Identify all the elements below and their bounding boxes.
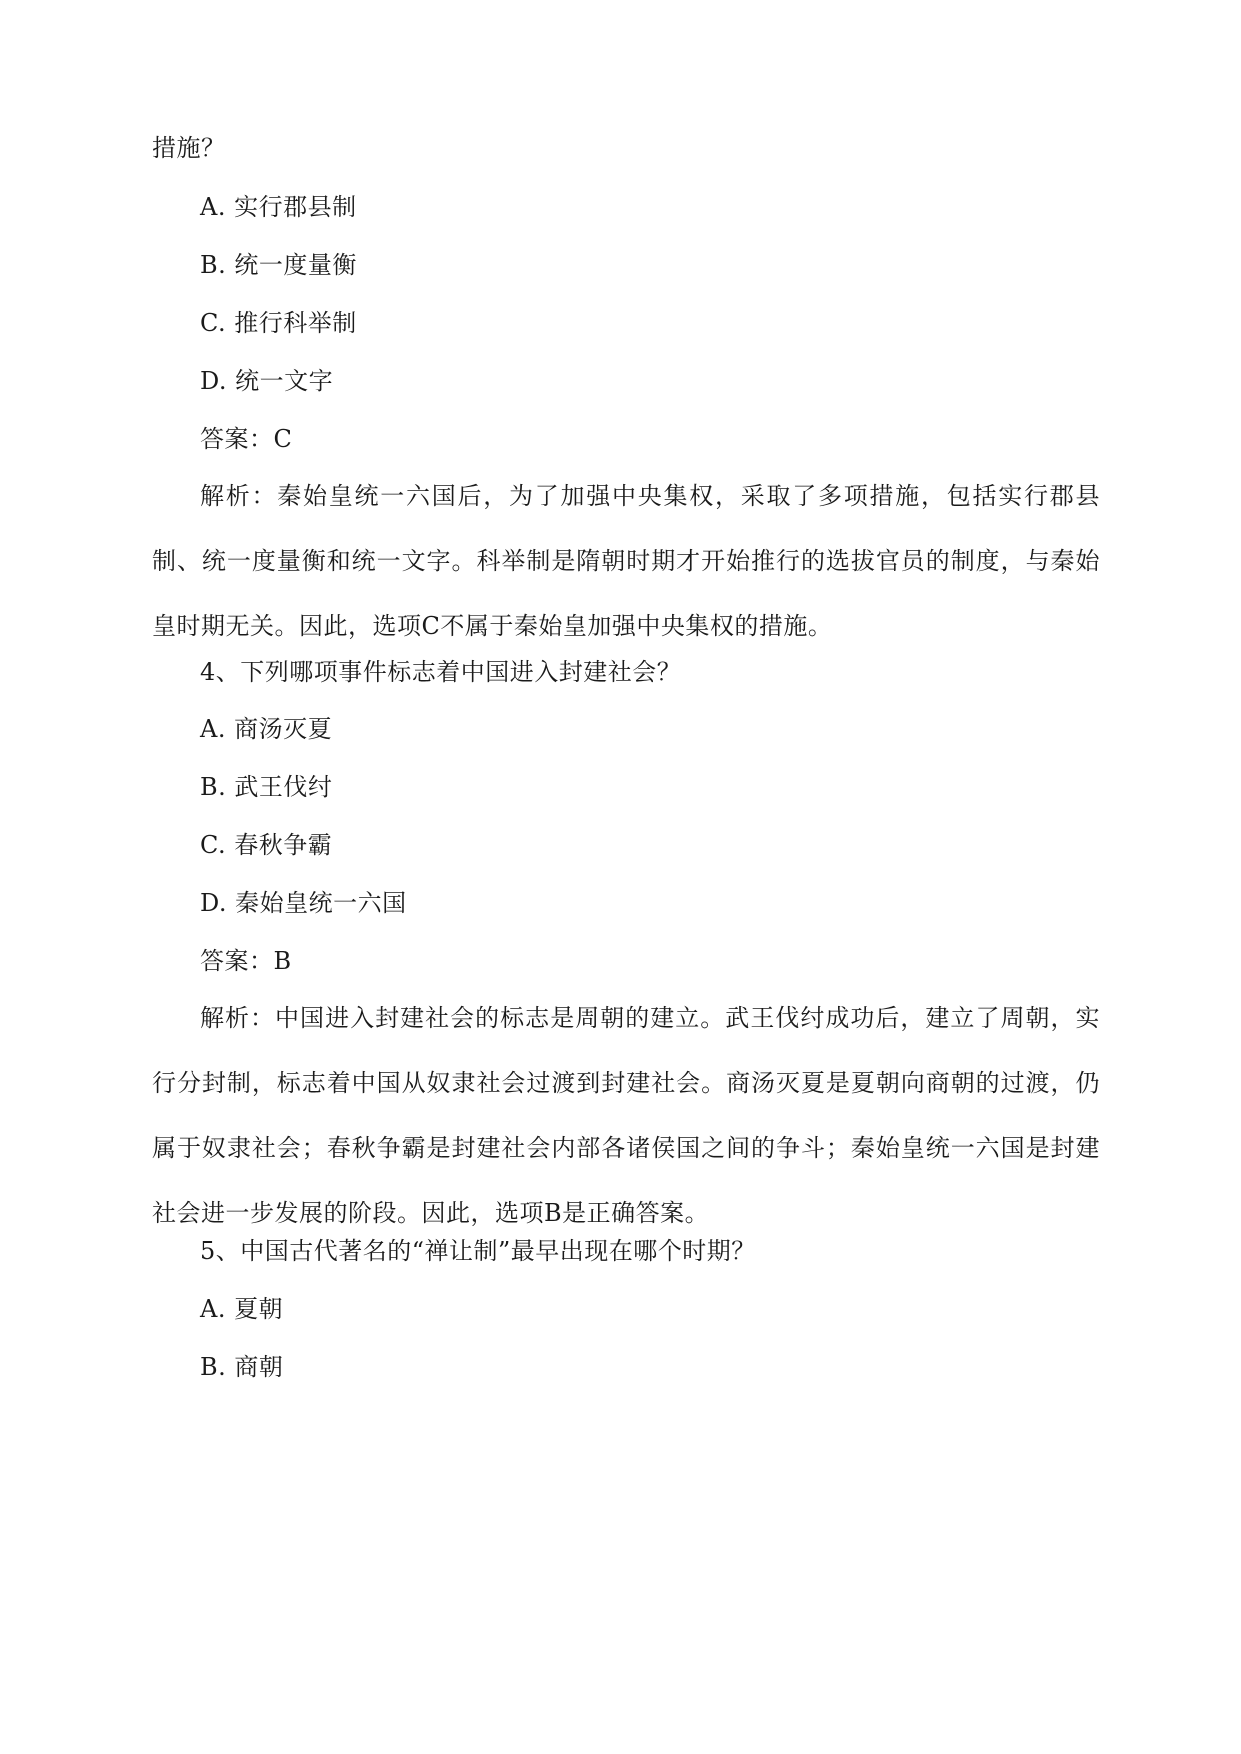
q4-explanation: 解析：中国进入封建社会的标志是周朝的建立。武王伐纣成功后，建立了周朝，实行分封制，标志着中国从奴隶社会过渡到封建社会。商汤灭夏是夏朝向商朝的过渡，仍属于奴隶社会；春秋争霸是封建社会内部各诸侯国之间的争斗；秦始皇统一六国是封建社会进一步发展的阶段。因此，选项B是正确答案。 [152,1004,1100,1227]
q4-option-b: B. 武王伐纣 [200,773,333,801]
q4-option-a: A. 商汤灭夏 [200,715,333,743]
q3-option-b: B. 统一度量衡 [200,251,357,279]
q5-option-b: B. 商朝 [200,1353,284,1381]
question-3-continuation: 措施？ [152,134,226,162]
q4-option-d: D. 秦始皇统一六国 [200,889,407,917]
q3-option-a: A. 实行郡县制 [200,193,357,221]
question-5: 5、中国古代著名的“禅让制”最早出现在哪个时期？ [200,1237,756,1265]
q3-option-c: C. 推行科举制 [200,309,357,337]
q3-option-d: D. 统一文字 [200,367,334,395]
question-4: 4、下列哪项事件标志着中国进入封建社会？ [200,658,682,686]
q4-answer: 答案：B [200,947,292,975]
q3-explanation: 解析：秦始皇统一六国后，为了加强中央集权，采取了多项措施，包括实行郡县制、统一度量衡和统一文字。科举制是隋朝时期才开始推行的选拔官员的制度，与秦始皇时期无关。因此，选项C不属于秦始皇加强中央集权的措施。 [152,482,1100,640]
q4-option-c: C. 春秋争霸 [200,831,333,859]
q5-option-a: A. 夏朝 [200,1295,284,1323]
q3-answer: 答案：C [200,425,293,453]
